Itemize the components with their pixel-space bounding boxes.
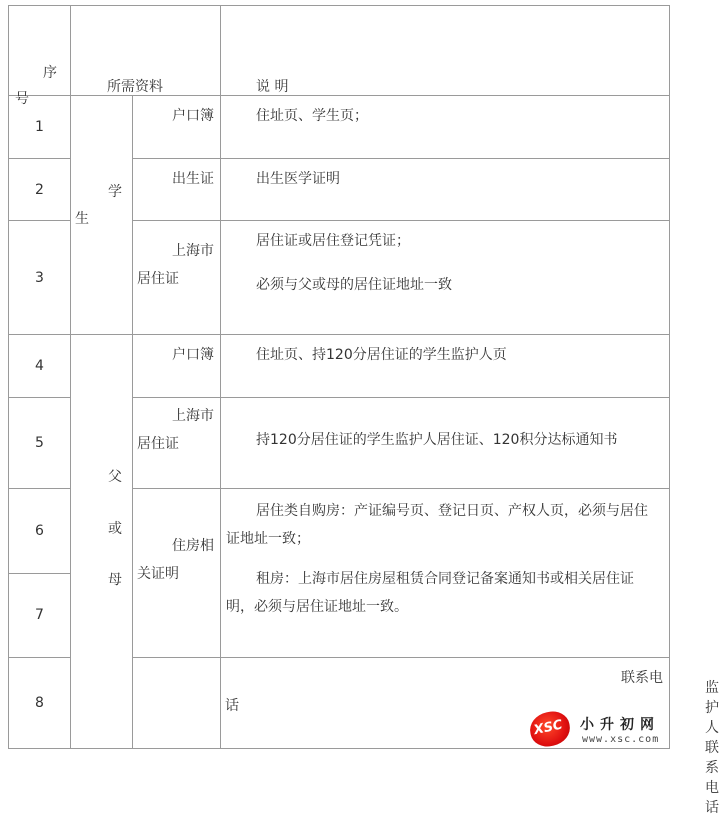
- table-row: [9, 335, 670, 398]
- sub-item-label: 户口簿: [172, 347, 214, 363]
- description-text: 必须与父或母的居住证地址一致: [256, 277, 452, 293]
- sub-item-label-line-2: 话: [225, 698, 239, 714]
- materials-table: [8, 5, 719, 816]
- description-text: 居住类自购房：产证编号页、登记日页、产权人页，必须与居住证地址一致；: [226, 503, 648, 547]
- sub-item-label-line-1: 上海市: [172, 408, 214, 424]
- sub-item-label-line-1: 住房相: [172, 538, 214, 554]
- group-parent-char-2: 或: [108, 520, 122, 537]
- sub-item-label-line-2: 居住证: [137, 436, 179, 452]
- group-cell-parent: [71, 335, 133, 749]
- sub-item-label: 出生证: [172, 171, 214, 187]
- sub-item-label-line-1: 上海市: [172, 243, 214, 259]
- description-text: 住址页、学生页；: [256, 108, 368, 124]
- row-number: 1: [9, 96, 71, 159]
- table-row: [9, 96, 670, 159]
- table-row: 8 联系电 话 监护人联系电话: [9, 658, 670, 749]
- sub-item-label-line-2: 居住证: [137, 271, 179, 287]
- header-seq-cell: [9, 6, 71, 107]
- row-number: 7: [9, 573, 71, 658]
- sub-item-cell: [133, 335, 221, 398]
- group-student-char-2: 生: [75, 211, 89, 227]
- sub-item-label: 户口簿: [172, 108, 214, 124]
- row-number: 6: [9, 489, 71, 574]
- row-number: 3: [9, 221, 71, 335]
- header-materials: 所需资料: [107, 78, 163, 95]
- sub-item-cell: [133, 398, 221, 489]
- header-description: 说 明: [256, 78, 289, 95]
- group-student-char-1: 学: [108, 184, 122, 200]
- sub-item-label-line-1: 联系电: [621, 670, 663, 686]
- description-text: 出生医学证明: [256, 171, 340, 187]
- header-description-cell: [221, 6, 670, 96]
- watermark-url: www.xsc.com: [582, 734, 660, 745]
- description-cell: [221, 489, 670, 658]
- group-cell-empty: [133, 658, 221, 749]
- description-text: 住址页、持120分居住证的学生监护人页: [256, 347, 507, 363]
- description-text: 租房：上海市居住房屋租赁合同登记备案通知书或相关居住证明，必须与居住证地址一致。: [226, 571, 634, 615]
- badge-text: XSC: [532, 717, 564, 739]
- table-header-row: [9, 6, 670, 96]
- description-text: 居住证或居住登记凭证；: [256, 233, 410, 249]
- row-number: 4: [9, 335, 71, 398]
- group-cell-student: [71, 96, 133, 335]
- xsc-badge-icon: [527, 708, 573, 750]
- description-cell: [221, 96, 670, 159]
- sub-item-label-line-2: 关证明: [137, 566, 179, 582]
- description-cell: [221, 335, 670, 398]
- row-number: 8: [9, 658, 71, 749]
- row-number: 2: [9, 159, 71, 221]
- header-materials-cell: [71, 6, 221, 96]
- sub-item-cell: [133, 159, 221, 221]
- group-parent-char-3: 母: [108, 571, 122, 588]
- sub-item-cell: [133, 96, 221, 159]
- header-seq-char-1: 序: [43, 64, 57, 81]
- sub-item-cell: [133, 221, 221, 335]
- watermark-site-name: 小升初网: [580, 717, 660, 733]
- group-parent-char-1: 父: [108, 468, 122, 485]
- header-seq-char-2: 号: [15, 90, 29, 107]
- description-cell: [221, 398, 670, 489]
- site-watermark-logo: [530, 712, 676, 749]
- description-text: 持120分居住证的学生监护人居住证、120积分达标通知书: [256, 432, 618, 448]
- description-cell: [221, 159, 670, 221]
- description-cell: [221, 221, 670, 335]
- sub-item-cell: [133, 489, 221, 658]
- row-number: 5: [9, 398, 71, 489]
